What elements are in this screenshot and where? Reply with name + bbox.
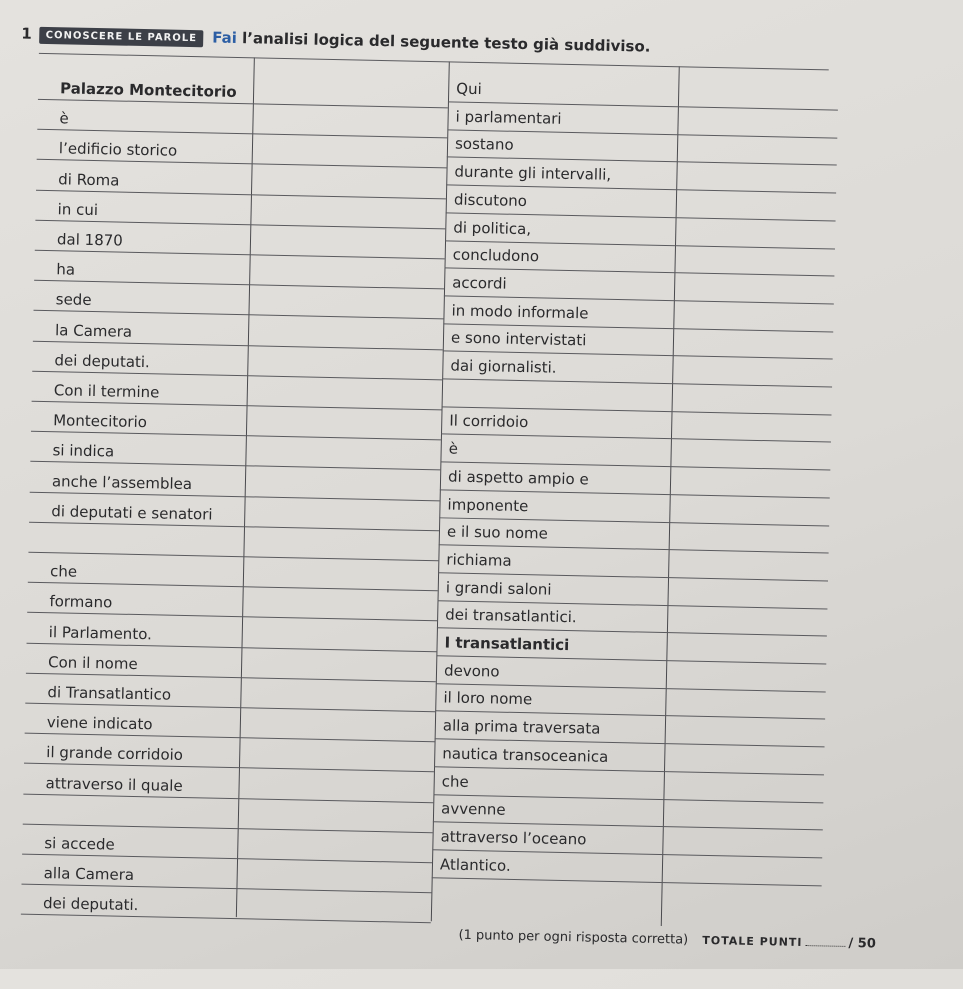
left-segment: che	[49, 562, 78, 581]
row-divider	[27, 612, 437, 622]
right-segment: devono	[443, 661, 500, 681]
left-segment: anche l’assemblea	[51, 471, 193, 493]
row-divider	[34, 280, 444, 290]
row-divider	[432, 877, 822, 886]
right-segment: discutono	[453, 190, 528, 210]
row-divider	[442, 378, 832, 387]
analysis-table	[21, 53, 839, 930]
row-divider	[22, 854, 432, 864]
right-segment: Qui	[456, 79, 482, 99]
instruction-verb: Fai	[212, 28, 238, 47]
row-divider	[33, 310, 443, 320]
left-segment: viene indicato	[46, 713, 153, 734]
left-segment: di Transatlantico	[47, 683, 172, 704]
score-footer	[458, 928, 876, 952]
right-segment: i grandi saloni	[445, 578, 552, 599]
left-segment: dal 1870	[56, 230, 124, 250]
row-divider	[26, 672, 436, 682]
right-segment: Atlantico.	[439, 854, 511, 875]
right-segment: sostano	[454, 134, 514, 155]
right-segment: che	[441, 771, 469, 791]
row-divider	[23, 823, 433, 833]
exercise-header	[21, 24, 651, 56]
row-divider	[24, 763, 434, 773]
right-segment: durante gli intervalli,	[454, 162, 612, 184]
right-segment: richiama	[446, 550, 512, 570]
left-segment: il Parlamento.	[48, 622, 153, 643]
left-segment: Con il termine	[53, 381, 160, 402]
left-segment: è	[59, 109, 69, 128]
left-segment: ha	[56, 260, 76, 279]
right-segment: è	[448, 439, 459, 458]
exercise-number: 1	[21, 24, 32, 43]
left-segment: alla Camera	[43, 864, 135, 885]
left-segment: di Roma	[58, 169, 120, 190]
row-divider	[37, 159, 447, 169]
row-divider	[28, 552, 438, 562]
right-segment: avvenne	[440, 799, 506, 819]
column-divider	[431, 61, 450, 921]
column-divider	[236, 57, 255, 917]
row-divider	[29, 522, 439, 532]
left-segment: Montecitorio	[53, 411, 148, 432]
row-divider	[21, 914, 431, 924]
row-divider	[27, 642, 437, 652]
right-segment: di aspetto ampio e	[447, 467, 589, 489]
right-segment: i parlamentari	[455, 107, 562, 128]
left-segment: l’edificio storico	[58, 139, 178, 161]
section-badge: CONOSCERE LE PAROLE	[40, 27, 204, 47]
row-divider	[32, 401, 442, 411]
left-segment: attraverso il quale	[45, 773, 183, 795]
right-segment: Il corridoio	[449, 411, 529, 432]
right-segment: attraverso l’oceano	[440, 827, 587, 849]
left-segment: di deputati e senatori	[51, 501, 213, 524]
row-divider	[35, 220, 445, 230]
row-divider	[28, 582, 438, 592]
scoring-note: (1 punto per ogni risposta corretta)	[458, 927, 689, 948]
row-divider	[25, 703, 435, 713]
row-divider	[33, 340, 443, 350]
right-segment: accordi	[451, 273, 507, 293]
right-segment: alla prima traversata	[442, 716, 601, 738]
right-segment: I transatlantici	[444, 633, 570, 655]
right-segment: dei transatlantici.	[445, 605, 577, 627]
row-divider	[31, 431, 441, 441]
left-segment: Palazzo Montecitorio	[59, 79, 237, 101]
left-segment: in cui	[57, 200, 99, 219]
left-segment: formano	[49, 592, 113, 612]
total-label: TOTALE PUNTI	[702, 933, 803, 950]
left-segment: dei deputati.	[54, 351, 150, 372]
row-divider	[21, 884, 431, 894]
right-segment: concludono	[452, 245, 540, 266]
instruction-text: l’analisi logica del seguente testo già suddiviso.	[241, 29, 651, 56]
left-segment: Con il nome	[47, 652, 138, 673]
left-segment: si indica	[52, 441, 115, 461]
table-top-border	[39, 53, 829, 71]
right-segment: dai giornalisti.	[450, 356, 557, 377]
right-segment: in modo informale	[451, 301, 589, 322]
row-divider	[30, 491, 440, 501]
right-segment: nautica transoceanica	[442, 744, 609, 766]
left-segment: il grande corridoio	[46, 743, 184, 765]
left-segment: la Camera	[54, 320, 133, 341]
column-divider	[661, 66, 680, 926]
row-divider	[441, 434, 831, 443]
row-divider	[30, 461, 440, 471]
row-divider	[35, 250, 445, 260]
right-segment: imponente	[447, 494, 529, 515]
row-divider	[38, 99, 448, 109]
row-divider	[25, 733, 435, 743]
score-blank[interactable]	[805, 945, 845, 947]
left-segment: si accede	[44, 834, 115, 854]
left-segment: sede	[55, 290, 92, 310]
row-divider	[36, 189, 446, 199]
row-divider	[23, 793, 433, 803]
total-score: / 50	[848, 935, 876, 952]
right-segment: il loro nome	[443, 688, 533, 709]
right-segment: di politica,	[453, 218, 532, 238]
left-segment: dei deputati.	[42, 894, 139, 915]
row-divider	[434, 766, 824, 775]
right-segment: e il suo nome	[446, 522, 549, 543]
row-divider	[32, 371, 442, 381]
row-divider	[37, 129, 447, 139]
right-segment: e sono intervistati	[450, 328, 587, 350]
